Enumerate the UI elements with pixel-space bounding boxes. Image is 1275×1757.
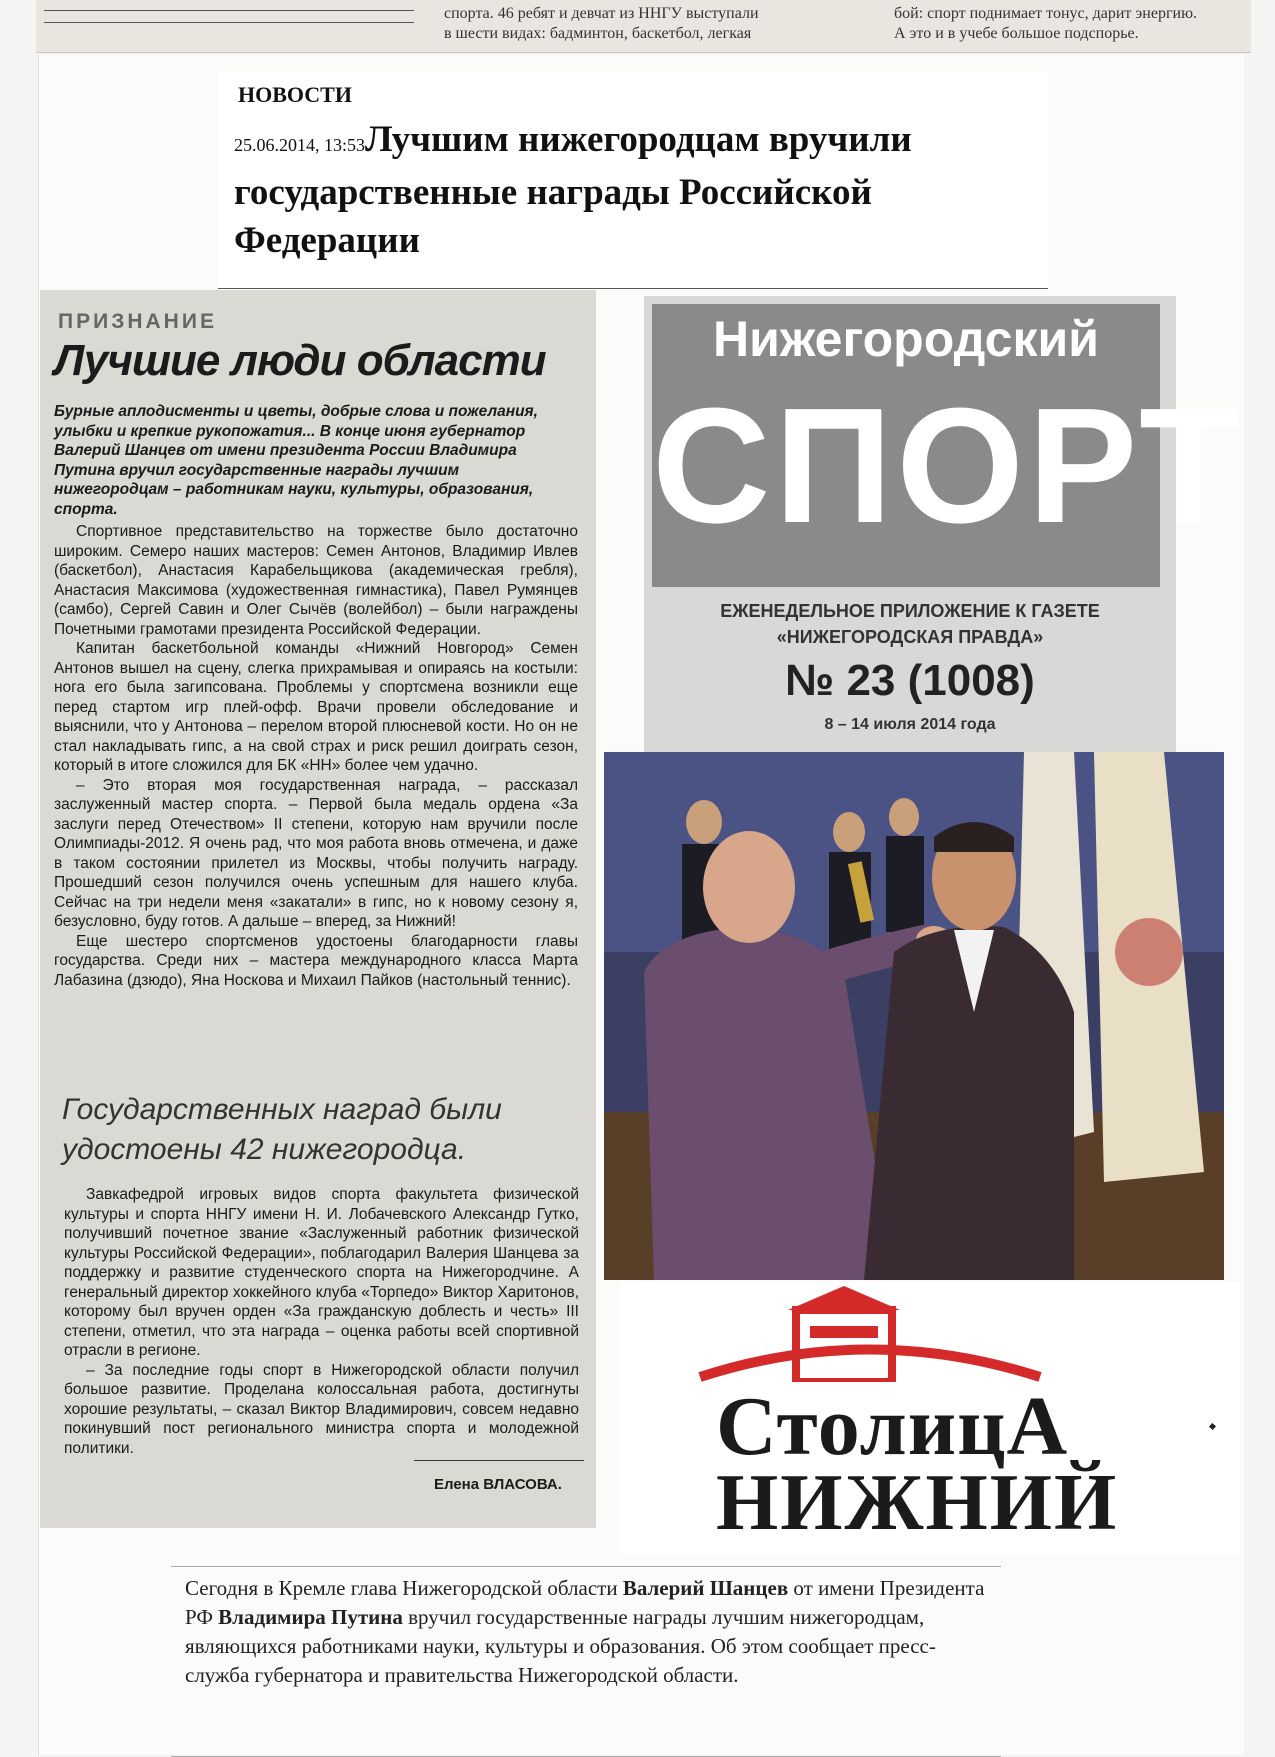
previous-clipping-strip <box>36 0 1251 53</box>
strip-column-right: бой: спорт поднимает тонус, дарит энергию. А это и в учебе большое подспорье. <box>894 5 1198 42</box>
masthead-issue-number: № 23 (1008) <box>785 656 1035 705</box>
masthead-title-main: СПОРТ <box>652 374 1244 557</box>
news-underline <box>218 288 1048 289</box>
article-paragraph: Еще шестеро спортсменов удостоены благодарности главы государства. Среди них – мастера международного класса Марта Лабазина (дзюдо), Яна Носкова и Михаил Пайков (настольный теннис). <box>54 932 578 989</box>
article-paragraph: – Это вторая моя государственная награда, – рассказал заслуженный мастер спорта. – Первой была медаль ордена «За заслуги перед Отечеством» II степени, которую нам вручили после Олимпиады-2012. Я очень рад, что моя работа вновь отмечена, и даже в таком состоянии прилетел из Москвы, чтобы получить награду. Прошедший сезон получился очень успешным для нашего клуба. Сейчас на три недели меня «закатали» в гипс, но к новому сезону я, безусловно, буду готов. А дальше – вперед, за Нижний! <box>54 776 578 930</box>
article-text-2 <box>64 1185 579 1458</box>
article-clipping <box>40 290 596 1528</box>
caption-name-shantsev: Валерий Шанцев <box>622 1576 789 1600</box>
news-headline-clipping <box>218 72 1048 290</box>
tower-battlements <box>810 1326 878 1338</box>
article-paragraph: Капитан баскетбольной команды «Нижний Новгород» Семен Антонов вышел на сцену, слегка прихрамывая и опираясь на костыли: нога его была загипсована. Проблемы у спортсмена возникли еще перед стартом игр плей-офф. Врачи провели обследование и выяснили, что у Антонова – перелом второй плюсневой кости. Но он не стал накладывать гипс, а на свой страх и риск решил доиграть сезон, который в итоге сложился для БК «НН» более чем удачно. <box>54 640 578 774</box>
stolitsa-nizhny-logo <box>620 1282 1240 1554</box>
online-news-caption: Сегодня в Кремле глава Нижегородской области Валерий Шанцев от имени Президента РФ Владимира Путина вручил государственные награды лучшим нижегородцам, являющихся работниками науки, культуры и образования. Об этом сообщает пресс-служба губернатора и правительства Нижегородской области. <box>185 1574 995 1690</box>
article-title: Лучшие люди области <box>54 336 546 385</box>
strip-rule <box>44 10 414 11</box>
news-date: 25.06.2014, 13:53 <box>234 135 366 155</box>
caption-name-putin: Владимира Путина <box>218 1605 403 1629</box>
masthead-dates: 8 – 14 июля 2014 года <box>824 716 996 733</box>
article-subheading: Государственных наград были удостоены 42 нижегородца. <box>62 1093 502 1166</box>
article-paragraph: Завкафедрой игровых видов спорта факультета физической культуры и спорта ННГУ имени Н. И. Лобачевского Александр Гутко, получивший почетное звание «Заслуженный работник физической культуры Российской Федерации», поблагодарил Валерия Шанцева за поддержку и развитие студенческого спорта на Нижегородчине. А генеральный директор хоккейного клуба «Торпедо» Виктор Харитонов, которому был вручен орден «За гражданскую доблесть и честь» III степени, отметил, что эта награда – оценка работы всей спортивной отрасли в регионе. <box>64 1186 579 1359</box>
musician-body <box>886 836 924 932</box>
musician-head <box>889 798 919 836</box>
governor-head <box>703 831 795 943</box>
news-headline-text: Лучшим нижегородцам вручили государственные награды Российской Федерации <box>234 119 912 261</box>
tower-roof <box>788 1286 900 1310</box>
flag-emblem <box>1115 918 1183 986</box>
musician-head <box>833 812 865 852</box>
masthead-supplement: ЕЖЕНЕДЕЛЬНОЕ ПРИЛОЖЕНИЕ К ГАЗЕТЕ «НИЖЕГОРОДСКАЯ ПРАВДА» <box>720 601 1100 647</box>
logo-word-1: СтолицА <box>716 1380 1069 1473</box>
article-signature: Елена ВЛАСОВА. <box>434 1476 562 1493</box>
kremlin-tower-icon <box>620 1282 1240 1382</box>
musician-head <box>686 800 722 844</box>
article-text <box>54 522 578 990</box>
news-rubric: НОВОСТИ <box>238 82 352 107</box>
article-paragraph: – За последние годы спорт в Нижегородской области получил большое развитие. Проделана колоссальная работа, достигнуты хорошие результаты, – сказал Виктор Владимирович, совсем недавно покинувший пост регионального министра спорта и молодежной политики. <box>64 1361 579 1457</box>
caption-top-rule <box>171 1566 1001 1567</box>
logo-arc <box>700 1350 1040 1378</box>
article-lead: Бурные аплодисменты и цветы, добрые слова и пожелания, улыбки и крепкие рукопожатия... В конце июня губернатор Валерий Шанцев от имени президента России Владимира Путина вручил государственные награды лучшим нижегородцам – работникам науки, культуры, образования, спорта. <box>54 403 538 518</box>
strip-column-left: спорта. 46 ребят и девчат из ННГУ выступали в шести видах: бадминтон, баскетбол, легкая <box>444 5 759 42</box>
article-kicker: ПРИЗНАНИЕ <box>58 310 217 333</box>
masthead-title-top: Нижегородский <box>713 311 1099 367</box>
masthead-band <box>652 304 1244 587</box>
photo-illustration <box>604 752 1224 1280</box>
strip-rule <box>44 22 414 23</box>
signature-rule <box>414 1460 584 1461</box>
article-paragraph: Спортивное представительство на торжестве было достаточно широким. Семеро наших мастеров: Семен Антонов, Владимир Ивлев (баскетбол), Анастасия Карабельщикова (академическая гребля), Анастасия Максимова (художественная гимнастика), Павел Румянцев (самбо), Сергей Савин и Олег Сычёв (волейбол) – были награждены Почетными грамотами президента Российской Федерации. <box>54 523 578 638</box>
news-headline <box>234 116 1044 265</box>
logo-word-2: НИЖНИЙ <box>716 1459 1119 1547</box>
award-ceremony-photo <box>604 752 1224 1280</box>
newspaper-masthead <box>644 296 1244 752</box>
